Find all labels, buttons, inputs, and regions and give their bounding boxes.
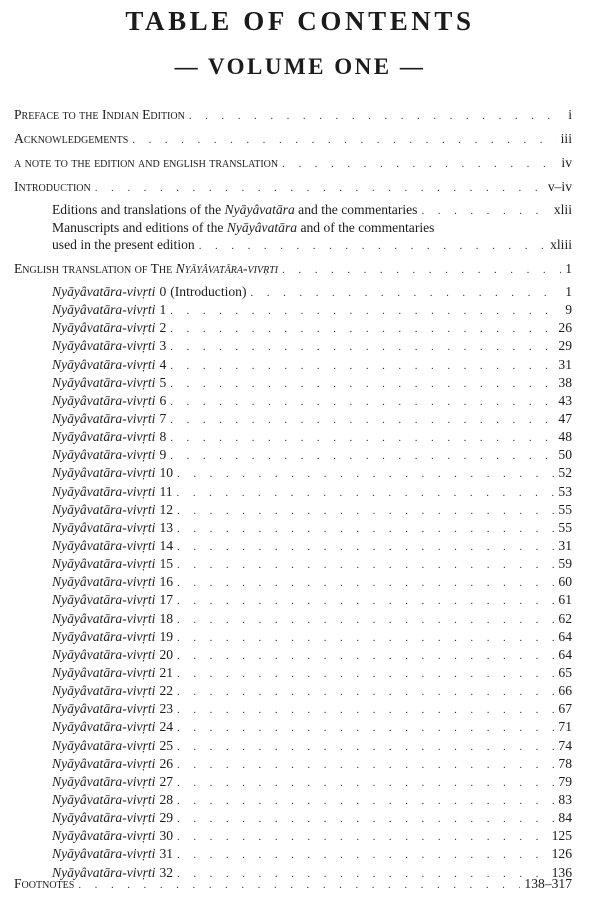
chapter-number: 0 — [159, 284, 167, 299]
toc-entry-chapter[interactable] — [52, 701, 572, 718]
toc-entry-chapter[interactable] — [52, 592, 572, 609]
toc-page-number: v–iv — [547, 179, 572, 194]
chapter-number: 22 — [159, 683, 174, 699]
chapter-number: 23 — [159, 701, 174, 717]
toc-entry-label: Editions and translations of the Nyāyâvatāra and the commentaries — [52, 202, 418, 217]
chapter-number: 32 — [159, 864, 174, 880]
toc-page-number: 47 — [558, 411, 572, 426]
toc-page-number: 78 — [558, 755, 572, 771]
toc-entry-chapter[interactable] — [52, 828, 572, 845]
chapter-number: 1 — [159, 302, 167, 318]
toc-entry-chapter[interactable] — [52, 538, 572, 555]
chapter-number: 10 — [159, 465, 174, 481]
toc-entry-label: Nyāyâvatāra-vivṛti 25 — [52, 737, 174, 753]
toc-entry-chapter[interactable] — [52, 502, 572, 519]
dot-leader — [177, 503, 554, 519]
toc-page-number: 61 — [558, 592, 572, 608]
chapter-number: 24 — [159, 719, 174, 735]
toc-entry-label: used in the present edition — [52, 237, 195, 252]
toc-entry-chapter[interactable] — [52, 756, 572, 773]
toc-entry-chapter[interactable] — [52, 320, 572, 337]
toc-entry-note-to-edition[interactable] — [14, 155, 572, 172]
dot-leader — [177, 829, 548, 845]
dot-leader — [177, 557, 554, 573]
toc-entry-chapter[interactable] — [52, 302, 572, 319]
toc-entry-chapter[interactable] — [52, 447, 572, 464]
toc-entry-label: Footnotes — [14, 876, 75, 891]
dot-leader — [170, 321, 554, 337]
toc-page-number: 48 — [558, 429, 572, 445]
dot-leader — [170, 394, 554, 410]
toc-entry-label: Nyāyâvatāra-vivṛti 14 — [52, 538, 174, 553]
toc-entry-label: Nyāyâvatāra-vivṛti 19 — [52, 628, 174, 644]
chapter-number: 25 — [159, 737, 174, 753]
chapter-number: 29 — [159, 810, 174, 826]
chapter-number: 3 — [159, 338, 167, 354]
toc-page-number: 66 — [558, 683, 572, 699]
toc-entry-label: Acknowledgements — [14, 131, 129, 146]
chapter-number: 13 — [159, 519, 174, 535]
toc-entry-label: Nyāyâvatāra-vivṛti 12 — [52, 501, 174, 517]
chapter-number: 17 — [159, 592, 174, 608]
toc-page-number: 50 — [558, 447, 572, 463]
dot-leader — [177, 775, 554, 791]
toc-page-number: 136 — [551, 864, 572, 880]
toc-entry-chapter[interactable] — [52, 284, 572, 301]
chapter-number: 9 — [159, 447, 167, 463]
dot-leader — [177, 485, 555, 501]
toc-entry-label: Nyāyâvatāra-vivṛti 32 — [52, 864, 174, 880]
chapter-number: 8 — [159, 429, 167, 445]
toc-entry-acknowledgements[interactable] — [14, 131, 572, 148]
dot-leader — [170, 303, 561, 319]
dot-leader — [177, 811, 554, 827]
page-title: TABLE OF CONTENTS — [125, 6, 475, 36]
toc-entry-label: a note to the edition and english translation — [14, 155, 279, 170]
toc-page-number: 38 — [558, 374, 572, 390]
toc-entry-label: Nyāyâvatāra-vivṛti 3 — [52, 338, 167, 354]
dot-leader — [177, 757, 554, 773]
chapter-number: 27 — [159, 773, 174, 789]
toc-entry-label: Preface to the Indian Edition — [14, 107, 185, 122]
dot-leader — [177, 593, 554, 609]
toc-page-number: 31 — [558, 356, 572, 372]
dot-leader — [189, 108, 564, 124]
toc-page-number: 55 — [558, 519, 572, 535]
toc-entry-label: Nyāyâvatāra-vivṛti 17 — [52, 592, 174, 608]
toc-entry-chapter[interactable] — [52, 574, 572, 591]
chapter-note: (Introduction) — [170, 284, 247, 299]
toc-entry-label: Nyāyâvatāra-vivṛti 20 — [52, 646, 174, 662]
toc-page-number: 26 — [558, 320, 572, 336]
dot-leader — [132, 132, 556, 148]
toc-entry-chapter[interactable] — [52, 719, 572, 736]
toc-page-number: i — [568, 107, 572, 122]
toc-page-number: iii — [560, 131, 572, 146]
toc-entry-label: English translation of The Nyāyâvatāra-vivṛti — [14, 261, 279, 276]
toc-entry-label: Nyāyâvatāra-vivṛti 5 — [52, 374, 167, 390]
toc-entry-chapter[interactable] — [52, 556, 572, 573]
chapter-number: 31 — [159, 846, 174, 862]
toc-page-number: 84 — [558, 810, 572, 826]
toc-entry-chapter[interactable] — [52, 647, 572, 664]
toc-entry-label: Nyāyâvatāra-vivṛti 6 — [52, 392, 167, 408]
toc-page-number: 64 — [558, 646, 572, 662]
dot-leader — [177, 702, 554, 718]
toc-entry-chapter[interactable] — [52, 792, 572, 809]
toc-page-number: 67 — [558, 701, 572, 717]
dot-leader — [177, 847, 548, 863]
chapter-number: 7 — [159, 411, 167, 426]
toc-page-number: 52 — [558, 465, 572, 481]
toc-entry-label: Nyāyâvatāra-vivṛti 16 — [52, 574, 174, 590]
dot-leader — [177, 612, 554, 628]
toc-entry-label: Nyāyâvatāra-vivṛti 24 — [52, 719, 174, 735]
toc-entry-manuscripts[interactable] — [52, 237, 572, 254]
toc-entry-label: Nyāyâvatāra-vivṛti 11 — [52, 483, 173, 499]
toc-entry-chapter[interactable] — [52, 629, 572, 646]
toc-entry-label: Nyāyâvatāra-vivṛti 29 — [52, 810, 174, 826]
dot-leader — [177, 648, 554, 664]
toc-entry-label: Nyāyâvatāra-vivṛti 27 — [52, 773, 174, 789]
dot-leader — [177, 720, 554, 736]
chapter-number: 18 — [159, 610, 174, 626]
chapter-number: 11 — [159, 483, 173, 499]
dot-leader — [282, 262, 561, 278]
dot-leader — [170, 358, 554, 374]
toc-page-number: 55 — [558, 501, 572, 517]
toc-entry-chapter[interactable] — [52, 738, 572, 755]
toc-entry-introduction[interactable] — [14, 179, 572, 196]
chapter-number: 28 — [159, 791, 174, 807]
toc-entry-chapter[interactable] — [52, 484, 572, 501]
toc-page-number: 79 — [558, 773, 572, 789]
toc-entry-chapter[interactable] — [52, 429, 572, 446]
toc-page-number: 60 — [558, 574, 572, 590]
toc-page-number: iv — [561, 155, 572, 170]
chapter-number: 6 — [159, 392, 167, 408]
dot-leader — [170, 412, 554, 428]
dot-leader — [177, 793, 554, 809]
toc-page-number: 31 — [558, 538, 572, 553]
chapter-number: 2 — [159, 320, 167, 336]
dot-leader — [78, 877, 520, 893]
toc-entry-label: Nyāyâvatāra-vivṛti 9 — [52, 447, 167, 463]
toc-entry-english-translation[interactable] — [14, 261, 572, 278]
dot-leader — [199, 238, 546, 254]
toc-entry-label: Nyāyâvatāra-vivṛti 1 — [52, 302, 167, 318]
toc-entry-label: Nyāyâvatāra-vivṛti 30 — [52, 828, 174, 844]
toc-entry-chapter[interactable] — [52, 611, 572, 628]
toc-entry-chapter[interactable] — [52, 774, 572, 791]
dot-leader — [421, 203, 549, 219]
toc-entry-chapter[interactable] — [52, 375, 572, 392]
dot-leader — [251, 285, 562, 301]
toc-entry-chapter[interactable] — [52, 846, 572, 863]
dot-leader — [177, 575, 554, 591]
toc-page-number: 53 — [558, 483, 572, 499]
toc-entry-footnotes[interactable] — [14, 876, 572, 893]
volume-subtitle: — VOLUME ONE — — [174, 54, 426, 79]
toc-page-number: 1 — [565, 284, 572, 299]
chapter-number: 5 — [159, 374, 167, 390]
toc-page-number: 65 — [558, 664, 572, 680]
dot-leader — [95, 180, 544, 196]
toc-entry-manuscripts-line1[interactable]: Manuscripts and editions of the Nyāyâvatāra and of the commentaries — [52, 220, 435, 235]
toc-page-number: 43 — [558, 392, 572, 408]
toc-entry-chapter[interactable] — [52, 665, 572, 682]
toc-entry-chapter[interactable] — [52, 393, 572, 410]
toc-entry-chapter[interactable] — [52, 520, 572, 537]
dot-leader — [177, 539, 554, 555]
toc-page-number: 64 — [558, 628, 572, 644]
toc-page-number: 126 — [551, 846, 572, 862]
dot-leader — [177, 739, 554, 755]
toc-entry-label: Nyāyâvatāra-vivṛti 8 — [52, 429, 167, 445]
chapter-number: 30 — [159, 828, 174, 844]
dot-leader — [177, 630, 554, 646]
chapter-number: 21 — [159, 664, 174, 680]
toc-entry-label: Nyāyâvatāra-vivṛti 2 — [52, 320, 167, 336]
toc-page-number: 9 — [565, 302, 572, 318]
toc-entry-chapter[interactable] — [52, 810, 572, 827]
chapter-number: 4 — [159, 356, 167, 372]
toc-entry-label: Nyāyâvatāra-vivṛti 7 — [52, 411, 167, 426]
dot-leader — [170, 448, 554, 464]
chapter-number: 15 — [159, 556, 174, 572]
toc-entry-label: Nyāyâvatāra-vivṛti 21 — [52, 664, 174, 680]
chapter-number: 20 — [159, 646, 174, 662]
chapter-number: 12 — [159, 501, 174, 517]
toc-page-number: 74 — [558, 737, 572, 753]
toc-entry-label: Nyāyâvatāra-vivṛti 13 — [52, 519, 174, 535]
dot-leader — [177, 466, 554, 482]
toc-page-number: 83 — [558, 791, 572, 807]
toc-entry-label: Nyāyâvatāra-vivṛti 0 (Introduction) — [52, 284, 247, 299]
toc-page-number: xlii — [553, 202, 572, 217]
dot-leader — [177, 684, 554, 700]
toc-entry-label: Nyāyâvatāra-vivṛti 28 — [52, 791, 174, 807]
toc-entry-label: Nyāyâvatāra-vivṛti 31 — [52, 846, 174, 862]
toc-page-number: xliii — [550, 237, 572, 252]
toc-page-number: 59 — [558, 556, 572, 572]
toc-entry-label: Nyāyâvatāra-vivṛti 4 — [52, 356, 167, 372]
dot-leader — [177, 666, 554, 682]
toc-entry-chapter[interactable] — [52, 683, 572, 700]
toc-entry-label: Nyāyâvatāra-vivṛti 26 — [52, 755, 174, 771]
toc-entry-preface[interactable] — [14, 107, 572, 124]
toc-page-number: 29 — [558, 338, 572, 354]
toc-entry-chapter[interactable] — [52, 465, 572, 482]
toc-page-number: 125 — [551, 828, 572, 844]
chapter-number: 16 — [159, 574, 174, 590]
toc-entry-label: Introduction — [14, 179, 91, 194]
toc-entry-editions[interactable] — [52, 202, 572, 219]
dot-leader — [170, 339, 554, 355]
toc-page-number: 62 — [558, 610, 572, 626]
chapter-number: 19 — [159, 628, 174, 644]
dot-leader — [282, 156, 557, 172]
toc-page-number: 1 — [565, 261, 572, 276]
dot-leader — [177, 521, 554, 537]
dot-leader — [170, 376, 554, 392]
toc-entry-label: Nyāyâvatāra-vivṛti 15 — [52, 556, 174, 572]
toc-entry-label: Nyāyâvatāra-vivṛti 23 — [52, 701, 174, 717]
chapter-number: 26 — [159, 755, 174, 771]
dot-leader — [170, 430, 554, 446]
toc-entry-chapter[interactable] — [52, 357, 572, 374]
toc-entry-label: Nyāyâvatāra-vivṛti 10 — [52, 465, 174, 481]
toc-page-number: 138–317 — [524, 876, 572, 891]
toc-page-number: 71 — [558, 719, 572, 735]
chapter-number: 14 — [159, 538, 174, 553]
toc-entry-chapter[interactable] — [52, 338, 572, 355]
toc-entry-label: Nyāyâvatāra-vivṛti 22 — [52, 683, 174, 699]
toc-entry-label: Nyāyâvatāra-vivṛti 18 — [52, 610, 174, 626]
toc-entry-chapter[interactable] — [52, 411, 572, 428]
